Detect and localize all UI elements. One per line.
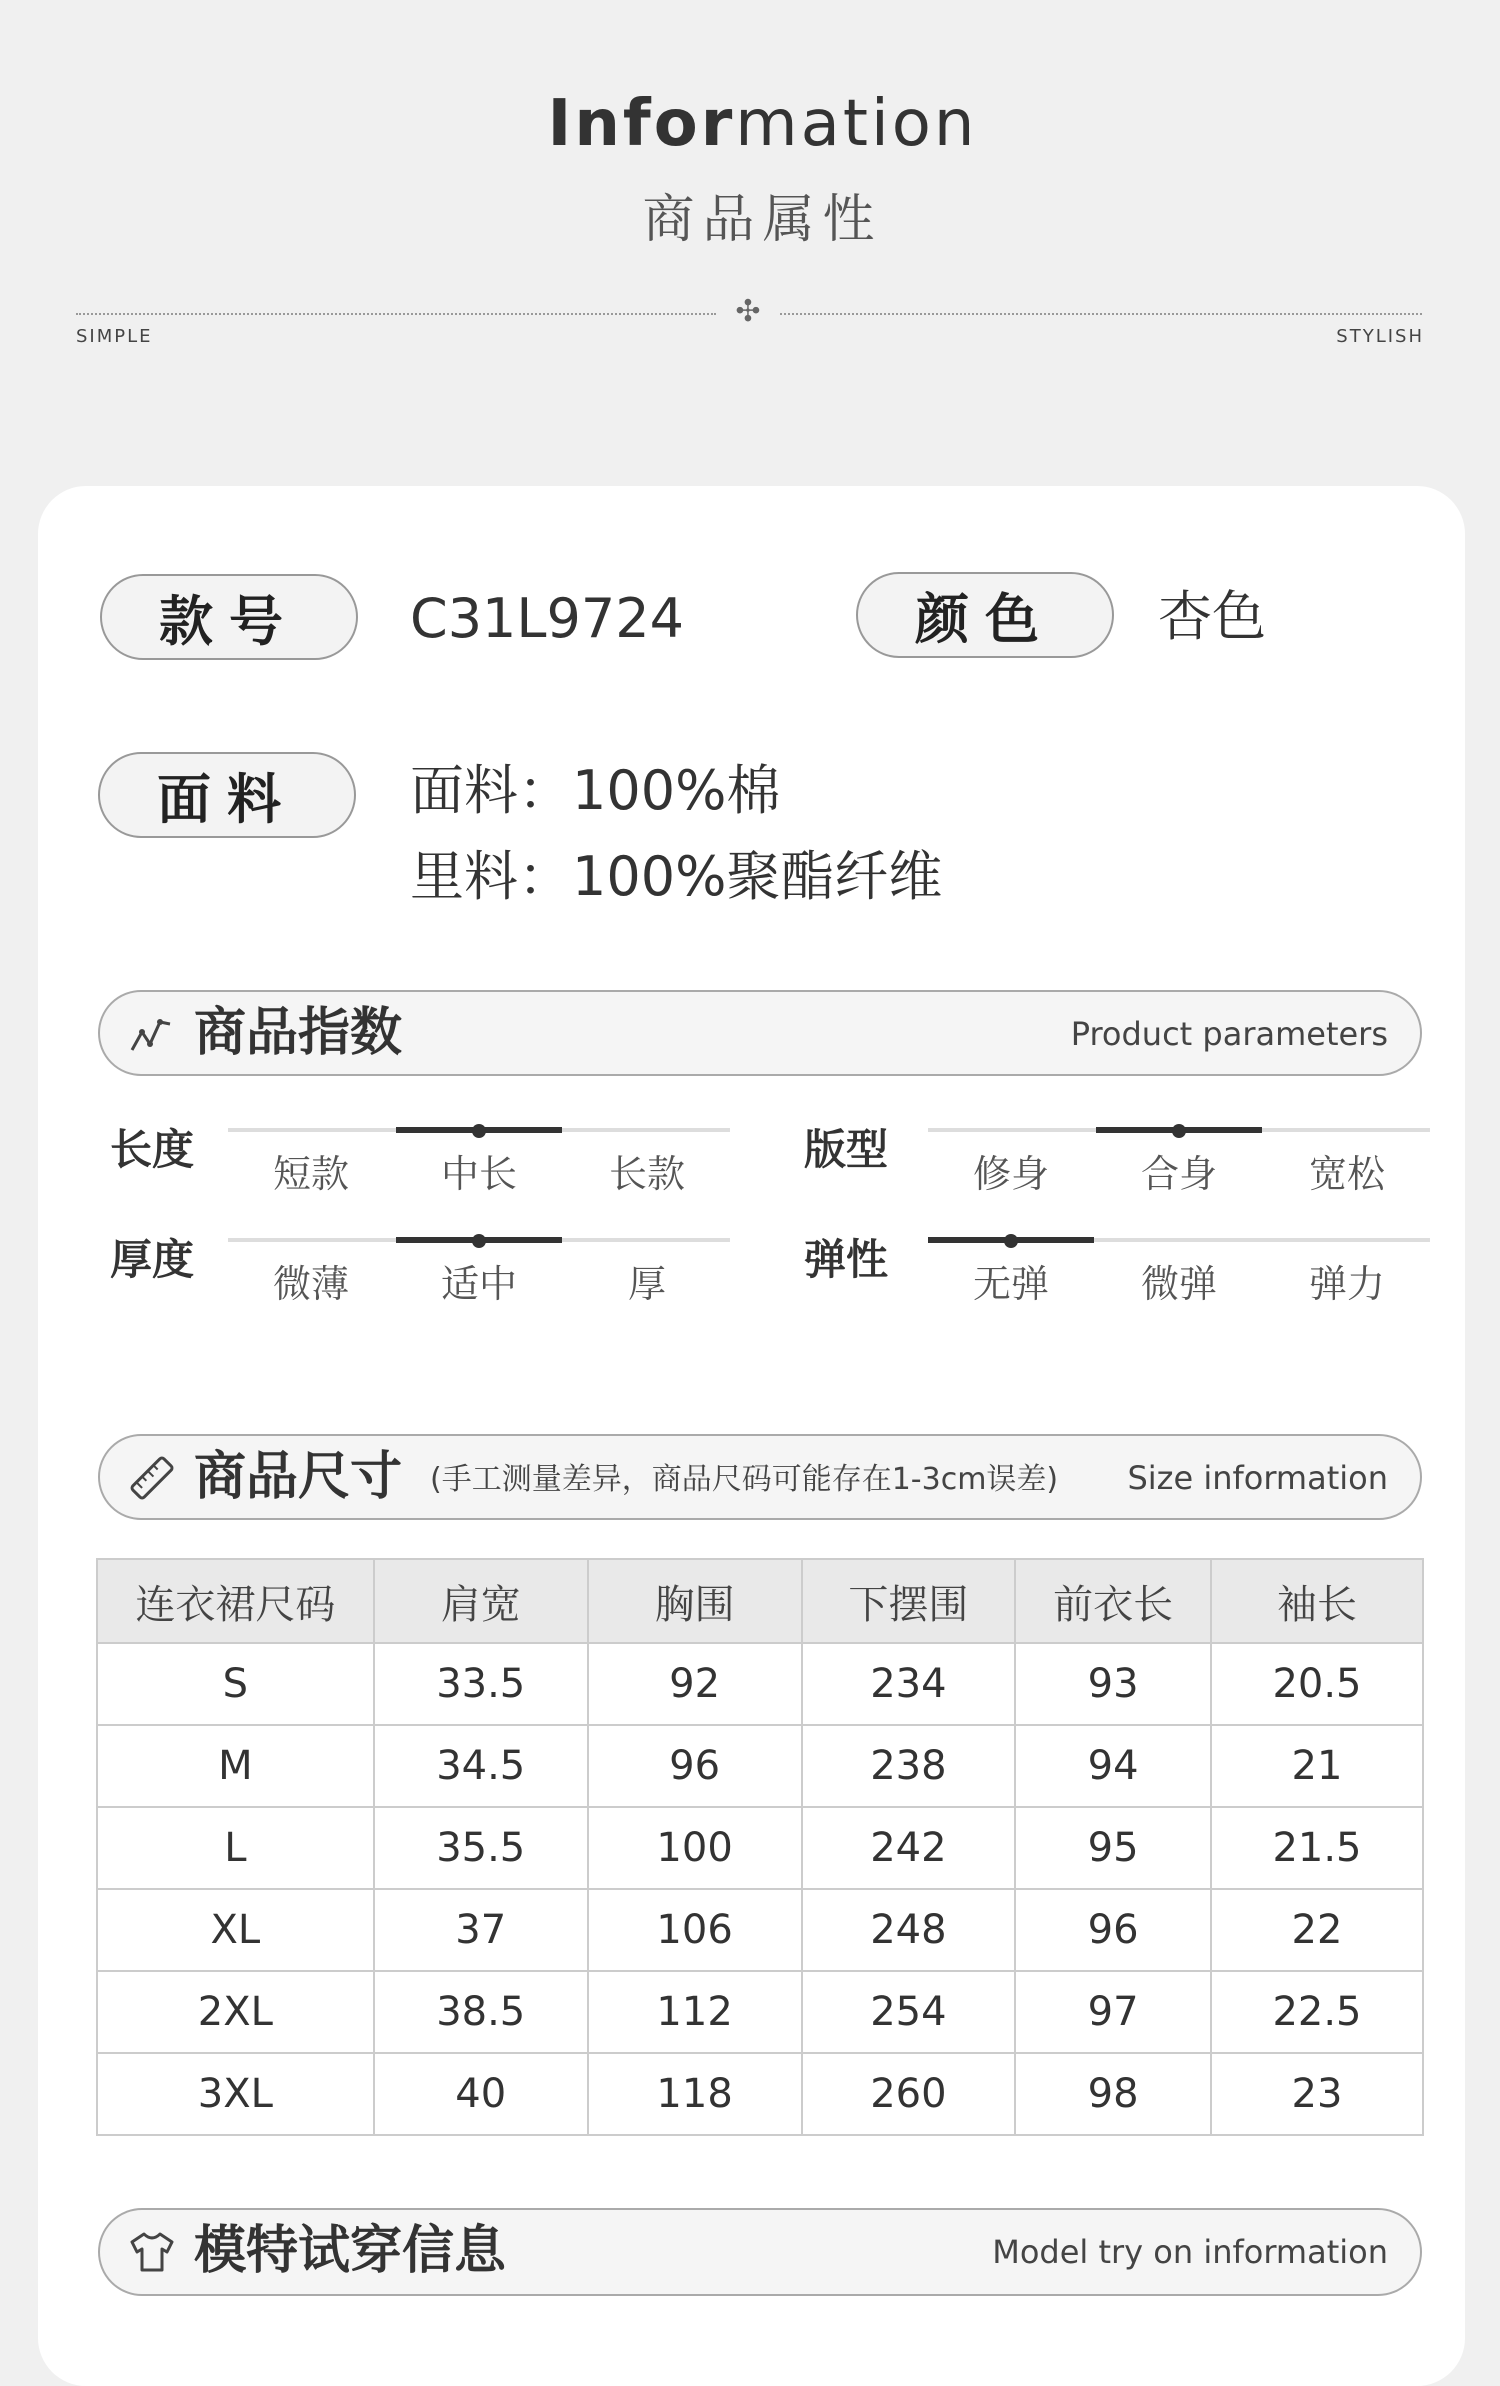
- model-info-bar: [98, 2208, 1422, 2296]
- right-divider: [780, 313, 1422, 315]
- table-row: [97, 1643, 1423, 1725]
- column-header-hem: 下摆围: [802, 1559, 1016, 1643]
- product-parameters-en: Product parameters: [1070, 1015, 1388, 1053]
- left-tag: SIMPLE: [76, 326, 153, 347]
- table-cell: 22.5: [1211, 1971, 1423, 2053]
- table-cell: S: [97, 1643, 374, 1725]
- table-cell: 33.5: [374, 1643, 588, 1725]
- param-label: 厚度: [110, 1235, 195, 1284]
- param-marker: [472, 1234, 486, 1248]
- param-option: 长款: [608, 1152, 685, 1196]
- left-divider: [76, 313, 716, 315]
- title-rest: mation: [735, 87, 978, 161]
- param-option: 微弹: [1140, 1262, 1217, 1306]
- table-cell: 242: [802, 1807, 1016, 1889]
- ruler-icon: [128, 1454, 176, 1502]
- trend-line-icon: [128, 1010, 176, 1058]
- size-table: [96, 1558, 1424, 2136]
- param-marker: [1004, 1234, 1018, 1248]
- table-cell: 2XL: [97, 1971, 374, 2053]
- title-bold: Infor: [547, 87, 736, 161]
- column-header-size: 连衣裙尺码: [97, 1559, 374, 1643]
- table-cell: 40: [374, 2053, 588, 2135]
- product-parameters-bar: [98, 990, 1422, 1076]
- table-cell: 260: [802, 2053, 1016, 2135]
- param-option: 中长: [440, 1152, 517, 1196]
- table-cell: 94: [1015, 1725, 1211, 1807]
- color-value: 杏色: [1158, 585, 1266, 648]
- table-cell: 21: [1211, 1725, 1423, 1807]
- table-row: [97, 1971, 1423, 2053]
- page-title-en: [0, 80, 1500, 168]
- page-title-cn: 商品属性: [642, 190, 883, 250]
- table-cell: L: [97, 1807, 374, 1889]
- column-header-sleeve: 袖长: [1211, 1559, 1423, 1643]
- table-cell: 92: [588, 1643, 802, 1725]
- table-cell: 38.5: [374, 1971, 588, 2053]
- param-option: 微薄: [272, 1262, 349, 1306]
- param-label: 弹性: [804, 1235, 889, 1284]
- table-cell: 98: [1015, 2053, 1211, 2135]
- param-option: 弹力: [1308, 1262, 1385, 1306]
- table-cell: M: [97, 1725, 374, 1807]
- table-cell: 234: [802, 1643, 1016, 1725]
- param-option: 合身: [1140, 1152, 1217, 1196]
- param-option: 宽松: [1308, 1152, 1385, 1196]
- right-tag: STYLISH: [1336, 326, 1424, 347]
- table-cell: 254: [802, 1971, 1016, 2053]
- table-cell: 96: [1015, 1889, 1211, 1971]
- model-info-en: Model try on information: [992, 2233, 1388, 2271]
- table-cell: 100: [588, 1807, 802, 1889]
- table-cell: 3XL: [97, 2053, 374, 2135]
- table-cell: 106: [588, 1889, 802, 1971]
- table-cell: XL: [97, 1889, 374, 1971]
- table-cell: 35.5: [374, 1807, 588, 1889]
- size-information-en: Size information: [1127, 1459, 1388, 1497]
- table-cell: 22: [1211, 1889, 1423, 1971]
- four-arrows-icon: ✣: [735, 294, 761, 329]
- table-cell: 37: [374, 1889, 588, 1971]
- size-information-note: (手工测量差异，商品尺码可能存在1-3cm误差): [430, 1462, 1059, 1497]
- table-cell: 112: [588, 1971, 802, 2053]
- table-cell: 93: [1015, 1643, 1211, 1725]
- fabric-line-2: 里料：100%聚酯纤维: [410, 845, 943, 908]
- table-cell: 20.5: [1211, 1643, 1423, 1725]
- fabric-line-1: 面料：100%棉: [410, 759, 781, 822]
- color-label: 颜色: [856, 572, 1114, 658]
- param-marker: [1172, 1124, 1186, 1138]
- table-row: [97, 1725, 1423, 1807]
- style-no-label: 款号: [100, 574, 358, 660]
- table-row: [97, 2053, 1423, 2135]
- table-cell: 97: [1015, 1971, 1211, 2053]
- param-label: 版型: [804, 1125, 889, 1174]
- param-option: 无弹: [972, 1262, 1049, 1306]
- size-information-title: 商品尺寸: [194, 1447, 403, 1507]
- size-information-bar: [98, 1434, 1422, 1520]
- size-table-header-row: [97, 1559, 1423, 1643]
- table-cell: 96: [588, 1725, 802, 1807]
- table-cell: 118: [588, 2053, 802, 2135]
- table-row: [97, 1889, 1423, 1971]
- product-parameters-title: 商品指数: [194, 1003, 403, 1063]
- table-cell: 248: [802, 1889, 1016, 1971]
- table-cell: 23: [1211, 2053, 1423, 2135]
- column-header-front-length: 前衣长: [1015, 1559, 1211, 1643]
- tshirt-icon: [128, 2228, 176, 2276]
- param-label: 长度: [110, 1125, 195, 1174]
- table-cell: 238: [802, 1725, 1016, 1807]
- table-cell: 34.5: [374, 1725, 588, 1807]
- table-cell: 21.5: [1211, 1807, 1423, 1889]
- model-info-title: 模特试穿信息: [194, 2221, 507, 2281]
- table-cell: 95: [1015, 1807, 1211, 1889]
- style-no-value: C31L9724: [410, 587, 684, 650]
- param-option: 短款: [272, 1152, 349, 1196]
- param-option: 适中: [440, 1262, 517, 1306]
- table-row: [97, 1807, 1423, 1889]
- param-option: 修身: [972, 1152, 1049, 1196]
- param-marker: [472, 1124, 486, 1138]
- column-header-chest: 胸围: [588, 1559, 802, 1643]
- param-option: 厚: [627, 1262, 666, 1306]
- fabric-label: 面料: [98, 752, 356, 838]
- column-header-shoulder: 肩宽: [374, 1559, 588, 1643]
